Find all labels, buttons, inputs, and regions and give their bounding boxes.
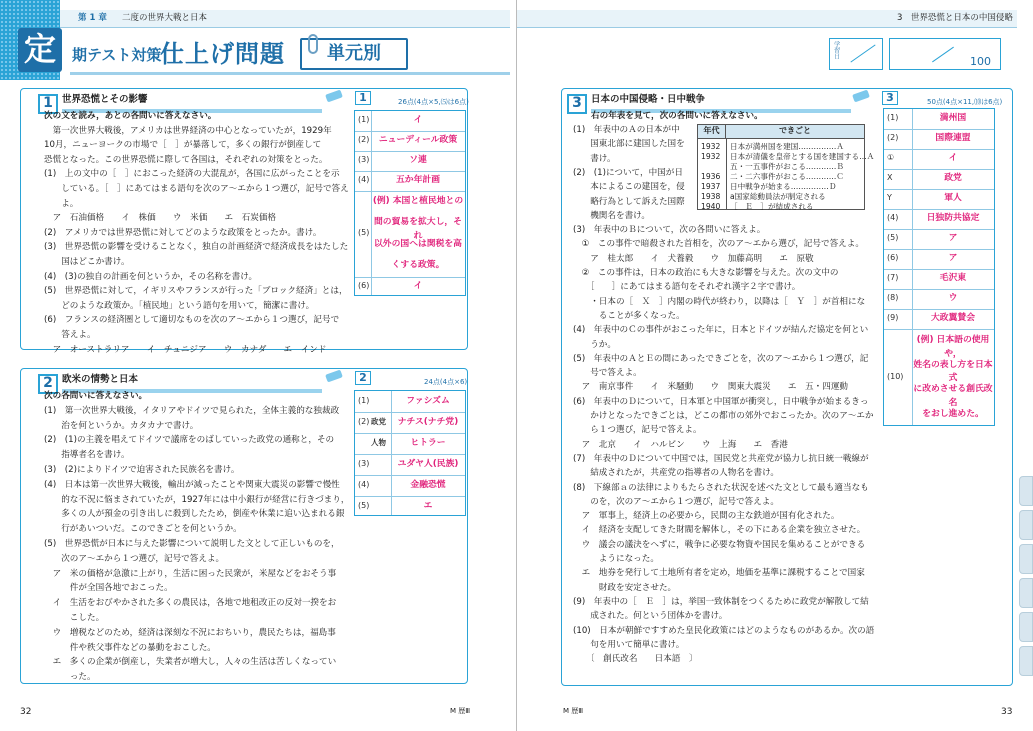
question-line: 指導者名を書け。 xyxy=(44,450,130,461)
answer-3-number: 3 xyxy=(882,91,898,105)
answer-value: ヒトラー xyxy=(410,437,446,448)
answer-row-divider xyxy=(884,289,994,290)
question-line: よ。 xyxy=(44,198,79,209)
answer-row-divider xyxy=(884,209,994,210)
question-line: 号で答えよ。 xyxy=(573,368,642,379)
answer-row-divider xyxy=(884,249,994,250)
question-line: ア オーストラリア イ チュニジア ウ カナダ エ インド xyxy=(44,344,327,355)
question-line: 行があいついだ。このできごとを何というか。 xyxy=(44,524,242,535)
answer-value: 日独防共協定 xyxy=(926,213,980,223)
answer-question-no: (10) xyxy=(887,372,904,381)
question-line: こした。 xyxy=(44,613,105,623)
answer-row-divider xyxy=(355,496,465,497)
answer-value: 毛沢東 xyxy=(939,273,967,283)
chronology-event: 日本が清儀を皇帝とする国を建国する…Ａ xyxy=(730,152,875,161)
question-line: ア 米の価格が急激に上がり，生活に困った民衆が，米屋などをおそう事 xyxy=(44,568,337,579)
question-line: 本によるこの建国を，侵 xyxy=(573,182,685,193)
chronology-year: 1932 xyxy=(701,152,721,161)
answer-question-no: (3) xyxy=(358,155,370,164)
col-year: 年代 xyxy=(698,125,726,139)
question-line: (2) (1)の主義を唱えてドイツで議席をのばしていった政党の通称と，その xyxy=(44,435,335,446)
chronology-event: 日本が満州国を建国……………Ａ xyxy=(730,142,844,151)
answer-value: イ xyxy=(413,281,423,291)
answer-value: イ xyxy=(948,153,958,163)
answer-value: 大政翼賛会 xyxy=(931,313,975,323)
question-line: 国東北部に建国した国を xyxy=(573,139,685,150)
question-line: 国はどこか書け。 xyxy=(44,257,130,267)
answer-question-no: (4) xyxy=(358,479,370,489)
answer-question-no: (8) xyxy=(887,293,899,302)
study-date-box xyxy=(829,38,883,70)
question-line: (1) 上の文中の［ ］におこった経済の大混乱が，各国に広がったことを示 xyxy=(44,169,340,180)
answer-question-no: ① xyxy=(887,153,895,162)
col-event: できごと xyxy=(726,125,864,139)
question-line: 第一次世界大戦後，アメリカは世界経済の中心となっていたが，1929年 xyxy=(44,125,332,136)
answer-value: 政党 xyxy=(944,173,962,183)
chapter-number: 第 1 章 xyxy=(78,13,107,23)
answer-row-divider xyxy=(355,433,465,434)
question-line: ア 桂太郎 イ 犬養毅 ウ 加藤高明 エ 原敬 xyxy=(573,253,814,264)
section-3-number: 3 xyxy=(567,94,587,114)
answer-value: 間の貿易を拡大し，それ xyxy=(374,217,462,241)
question-line: 結成されたが，共産党の指導者の人物名を書け。 xyxy=(573,468,779,479)
question-line: (1) 第一次世界大戦後，イタリアやドイツで見られた，全体主義的な独裁政 xyxy=(44,405,340,416)
chronology-year: 1932 xyxy=(701,142,721,151)
answer-question-no: (2) xyxy=(358,135,370,144)
left-page xyxy=(0,0,516,731)
question-line: 次のア〜エから１つ選び，記号で答えよ。 xyxy=(44,553,225,564)
page-number-right: 33 xyxy=(1001,707,1013,717)
question-line: 恐慌となった。この世界恐慌に際して各国は，それぞれの対策をとった。 xyxy=(44,154,328,165)
question-line: 答えよ。 xyxy=(44,330,96,340)
question-line: (8) 下線部ａの法律によりもたらされた状況を述べた文として最も適当なも xyxy=(573,482,869,493)
answer-question-no: (2) xyxy=(358,416,370,426)
date-slash xyxy=(850,44,875,62)
index-tab xyxy=(1019,476,1033,506)
section-2-title: 欧米の情勢と日本 xyxy=(62,373,322,393)
answer-sub-label: 政党 xyxy=(371,416,386,426)
score-total: 100 xyxy=(970,55,991,68)
answer-2-number: 2 xyxy=(355,371,371,385)
question-line: 次の文を読み，あとの各問いに答えなさい。 xyxy=(44,111,217,121)
answer-value: ニューディール政策 xyxy=(378,135,458,145)
question-line: 次の各問いに答えなさい。 xyxy=(44,391,148,401)
question-line: (9) 年表中の［ Ｅ ］は，挙国一致体制をつくるために政党が解散して結 xyxy=(573,596,869,607)
question-line: どのような政策か。「植民地」という語句を用いて，簡潔に書け。 xyxy=(44,300,315,311)
question-line: 財政を安定させた。 xyxy=(573,582,677,593)
chronology-year: 1936 xyxy=(701,172,721,181)
answer-question-no: (5) xyxy=(887,233,899,242)
question-line: った。 xyxy=(44,672,96,683)
question-line: (2) (1)について，中国が日 xyxy=(573,167,683,178)
answer-value: 五か年計画 xyxy=(396,175,440,185)
question-line: 〔 創氏改名 日本語 〕 xyxy=(573,654,698,665)
section-1-number: 1 xyxy=(38,94,58,114)
question-line: かけとなったできごとは，どこの都市の郊外でおこったか。次のア〜エか xyxy=(573,411,874,421)
score-slash xyxy=(932,47,954,63)
answer-row-divider xyxy=(884,189,994,190)
question-line: ウ 増税などのため，経済は深刻な不況におちいり，農民たちは，福島事 xyxy=(44,627,336,638)
answer-question-no: (4) xyxy=(358,175,370,184)
chronology-event: 二・二六事件がおこる…………Ｃ xyxy=(730,172,844,181)
answer-value: 姓名の表し方を日本式 xyxy=(913,359,993,384)
question-line: 句を用いて簡単に書け。 xyxy=(573,639,685,650)
question-line: エ 地券を発行して土地所有者を定め，地価を基準に課税することで国家 xyxy=(573,568,865,579)
page-number-left: 32 xyxy=(20,707,32,717)
question-line: ・日本の［ Ｘ ］内閣の時代が終わり，以降は［ Ｙ ］が首相にな xyxy=(573,296,866,307)
paperclip-icon xyxy=(308,34,318,54)
answer-question-no: (1) xyxy=(358,395,370,405)
answer-question-no: Y xyxy=(887,193,892,202)
answer-question-no: (1) xyxy=(887,113,899,122)
answer-question-no: X xyxy=(887,173,893,182)
chronology-year: 1940 xyxy=(701,202,721,211)
question-line: のを，次のア〜エから１つ選び，記号で答えよ。 xyxy=(573,496,779,507)
answer-row-divider xyxy=(355,475,465,476)
answer-question-no: (6) xyxy=(887,253,899,262)
answer-question-no: (1) xyxy=(358,115,370,124)
answer-row-divider xyxy=(884,129,994,130)
answer-value: エ xyxy=(423,500,433,511)
answer-value: ファシズム xyxy=(406,395,450,406)
answer-box-3 xyxy=(883,108,995,426)
answer-value: に改めさせる創氏改名 xyxy=(913,384,993,408)
answer-question-no: (5) xyxy=(358,228,370,237)
question-line: (4) 日本は第一次世界大戦後，輸出が減ったことや関東大震災の影響で慢性 xyxy=(44,479,340,490)
question-line: している。［ ］にあてはまる語句を次のア〜エから１つ選び，記号で答え xyxy=(44,184,349,194)
answer-1-points: 26点(4点×5,⑸は6点) xyxy=(398,98,469,106)
section-2-number: 2 xyxy=(38,374,58,394)
section-3-title: 日本の中国侵略・日中戦争 xyxy=(591,93,851,113)
chronology-event: 五・一五事件がおこる…………Ｂ xyxy=(730,162,844,171)
answer-sub-label: 人物 xyxy=(371,437,386,447)
question-line: ア 北京 イ ハルビン ウ 上海 エ 香港 xyxy=(573,439,788,450)
index-tab xyxy=(1019,612,1033,642)
question-line: 件や秩父事件などの暴動をおこした。 xyxy=(44,642,216,653)
question-line: ア 石油価格 イ 株価 ウ 米価 エ 石炭価格 xyxy=(44,213,277,224)
question-line: (5) 世界恐慌に対して，イギリスやフランスが行った「ブロック経済」とは， xyxy=(44,286,348,297)
answer-value: ア xyxy=(948,253,958,263)
question-line: ② この事件は，日本の政治にも大きな影響を与えた。次の文中の xyxy=(573,268,839,278)
section-3-intro: 右の年表を見て，次の各問いに答えなさい。 xyxy=(591,111,763,121)
question-line: 10月，ニューヨークの市場で［ ］が暴落して，多くの銀行が倒産して xyxy=(44,140,322,151)
question-line: (4) (3)の独自の計画を何というか，その名称を書け。 xyxy=(44,271,258,282)
answer-question-no: (3) xyxy=(358,458,370,468)
chapter-title: 二度の世界大戦と日本 xyxy=(122,13,208,23)
answer-row-divider xyxy=(355,412,465,413)
question-line: イ 経済を支配してきた財閥を解体し，その下にある企業を独立させた。 xyxy=(573,525,866,536)
chronology-year: 1937 xyxy=(701,182,721,191)
answer-value: ユダヤ人(民族) xyxy=(397,458,459,469)
unit-label: 単元別 xyxy=(300,38,408,70)
question-line: 書け。 xyxy=(573,153,616,164)
answer-row-divider xyxy=(884,269,994,270)
chronology-year: 1938 xyxy=(701,192,721,201)
answer-question-no: (2) xyxy=(887,133,899,142)
answer-value: イ xyxy=(413,115,423,125)
answer-question-no: (6) xyxy=(358,281,370,290)
answer-row-divider xyxy=(884,149,994,150)
question-line: 略行為として訴えた国際 xyxy=(573,196,685,207)
index-tab xyxy=(1019,646,1033,676)
title-rule xyxy=(70,72,510,75)
question-line: ア 軍事上，経済上の必要から，民間の主な鉄道が国有化された。 xyxy=(573,511,840,522)
index-tab xyxy=(1019,510,1033,540)
footer-label: M 歴Ⅲ xyxy=(450,707,471,715)
question-line: (5) 年表中のＡとＥの間にあったできごとを，次のア〜エから１つ選び，記 xyxy=(573,353,869,364)
question-line: 成された。何という団体かを書け。 xyxy=(573,611,728,622)
answer-question-no: (9) xyxy=(887,313,899,322)
question-line: ① この事件で暗殺された首相を，次のア〜エから選び，記号で答えよ。 xyxy=(573,239,864,250)
answer-value: (例) 本国と植民地との xyxy=(372,195,464,206)
question-line: ウ 議会の議決をへずに，戦争に必要な物資や国民を集めることができる xyxy=(573,539,866,550)
score-box xyxy=(889,38,1001,70)
question-line: 機関名を書け。 xyxy=(573,210,651,221)
answer-question-no: (4) xyxy=(887,213,899,222)
question-line: (10) 日本が朝鮮ですすめた皇民化政策にはどのようなものがあるか。次の語 xyxy=(573,625,875,636)
index-tab xyxy=(1019,578,1033,608)
study-date-label: 学習日 xyxy=(832,41,840,59)
banner-subtitle: 期テスト対策 xyxy=(72,46,162,64)
question-line: (6) フランスの経済圏として適切なものを次のア〜エから１つ選び，記号で xyxy=(44,315,340,326)
answer-column-divider xyxy=(912,109,913,425)
question-line: ようになった。 xyxy=(573,554,659,564)
answer-1-number: 1 xyxy=(355,91,371,105)
answer-column-divider xyxy=(391,391,392,515)
right-page xyxy=(517,0,1033,731)
answer-value: 満州国 xyxy=(939,113,967,123)
answer-value: ナチス(ナチ党) xyxy=(397,416,459,427)
section-1-title: 世界恐慌とその影響 xyxy=(62,93,322,113)
question-line: (7) 年表中のＤについて中国では，国民党と共産党が協力し抗日統一戦線が xyxy=(573,453,869,464)
question-line: うか。 xyxy=(573,339,616,350)
answer-row-divider xyxy=(884,169,994,170)
banner-mark: 定 xyxy=(18,28,62,72)
answer-value: ソ連 xyxy=(409,155,427,165)
answer-value: 軍人 xyxy=(944,193,962,203)
question-line: 多くの人が預金の引き出しに殺到したため，倒産や休業に追い込まれる銀 xyxy=(44,509,345,520)
question-line: (5) 世界恐慌が日本に与えた影響について説明した文として正しいものを， xyxy=(44,539,340,549)
banner-title: 仕上げ問題 xyxy=(160,40,285,68)
answer-value: 金融恐慌 xyxy=(410,479,446,490)
question-line: (6) 年表中のＤについて，日本軍と中国軍が衝突し，日中戦争が始まるきっ xyxy=(573,396,869,407)
question-line: ア 南京事件 イ 米騒動 ウ 関東大震災 エ 五・四運動 xyxy=(573,382,849,393)
question-line: ［ ］にあてはまる語句をそれぞれ漢字２字で書け。 xyxy=(573,282,801,293)
question-line: (4) 年表中のＣの事件がおこった年に，日本とドイツが結んだ協定を何とい xyxy=(573,325,869,336)
question-line: 治を何というか。カタカナで書け。 xyxy=(44,420,199,431)
answer-row-divider xyxy=(884,329,994,330)
chronology-event: 日中戦争が始まる……………Ｄ xyxy=(730,182,837,191)
question-line: 件が全国各地でおこった。 xyxy=(44,583,173,594)
answer-value: くする政策。 xyxy=(391,260,445,271)
answer-value: 以外の国へは関税を高 xyxy=(374,238,462,249)
answer-box-2 xyxy=(354,390,466,516)
question-line: (3) (2)によりドイツで迫害された民族名を書け。 xyxy=(44,465,240,475)
question-line: (3) 年表中のＢについて，次の各問いに答えよ。 xyxy=(573,225,766,236)
answer-question-no: (5) xyxy=(358,500,370,510)
answer-question-no: (7) xyxy=(887,273,899,282)
chronology-divider xyxy=(726,139,727,209)
question-line: エ 多くの企業が倒産し，失業者が増大し，人々の生活は苦しくなってい xyxy=(44,657,337,668)
running-head: 3 世界恐慌と日本の中国侵略 xyxy=(897,13,1013,23)
chronology-table xyxy=(697,124,875,211)
chronology-event: ［ Ｅ ］が結成される xyxy=(730,202,814,211)
chronology-event: a国家総動員法が制定される xyxy=(730,192,826,201)
question-line: (3) 世界恐慌の影響を受けることなく，独自の計画経済で経済成長をはたした xyxy=(44,242,349,253)
answer-value: ウ xyxy=(948,293,958,303)
answer-value: をおし進めた。 xyxy=(922,408,984,419)
answer-row-divider xyxy=(884,309,994,310)
question-line: ることが多くなった。 xyxy=(573,310,685,321)
question-line: (2) アメリカでは世界恐慌に対してどのような政策をとったか。書け。 xyxy=(44,227,322,238)
answer-value: 国際連盟 xyxy=(935,133,971,143)
question-line: ら１つ選び，記号で答えよ。 xyxy=(573,425,702,436)
index-tab xyxy=(1019,544,1033,574)
question-line: 的な不況に悩まされていたが，1927年には中小銀行が経営に行きづまり， xyxy=(44,494,350,505)
question-line: (1) 年表中のＡの日本が中 xyxy=(573,125,680,135)
answer-value: ア xyxy=(948,233,958,243)
answer-row-divider xyxy=(884,229,994,230)
answer-2-points: 24点(4点×6) xyxy=(424,378,468,386)
answer-box-1 xyxy=(354,110,466,296)
question-line: イ 生活をおびやかされた多くの農民は，各地で地租改正の反対一揆をお xyxy=(44,598,337,609)
answer-column-divider xyxy=(371,111,372,295)
answer-3-points: 50点(4点×11,⑽は6点) xyxy=(927,98,1003,106)
footer-label: M 歴Ⅲ xyxy=(563,707,584,715)
answer-row-divider xyxy=(355,454,465,455)
answer-value: (例) 日本語の使用や， xyxy=(916,335,990,359)
